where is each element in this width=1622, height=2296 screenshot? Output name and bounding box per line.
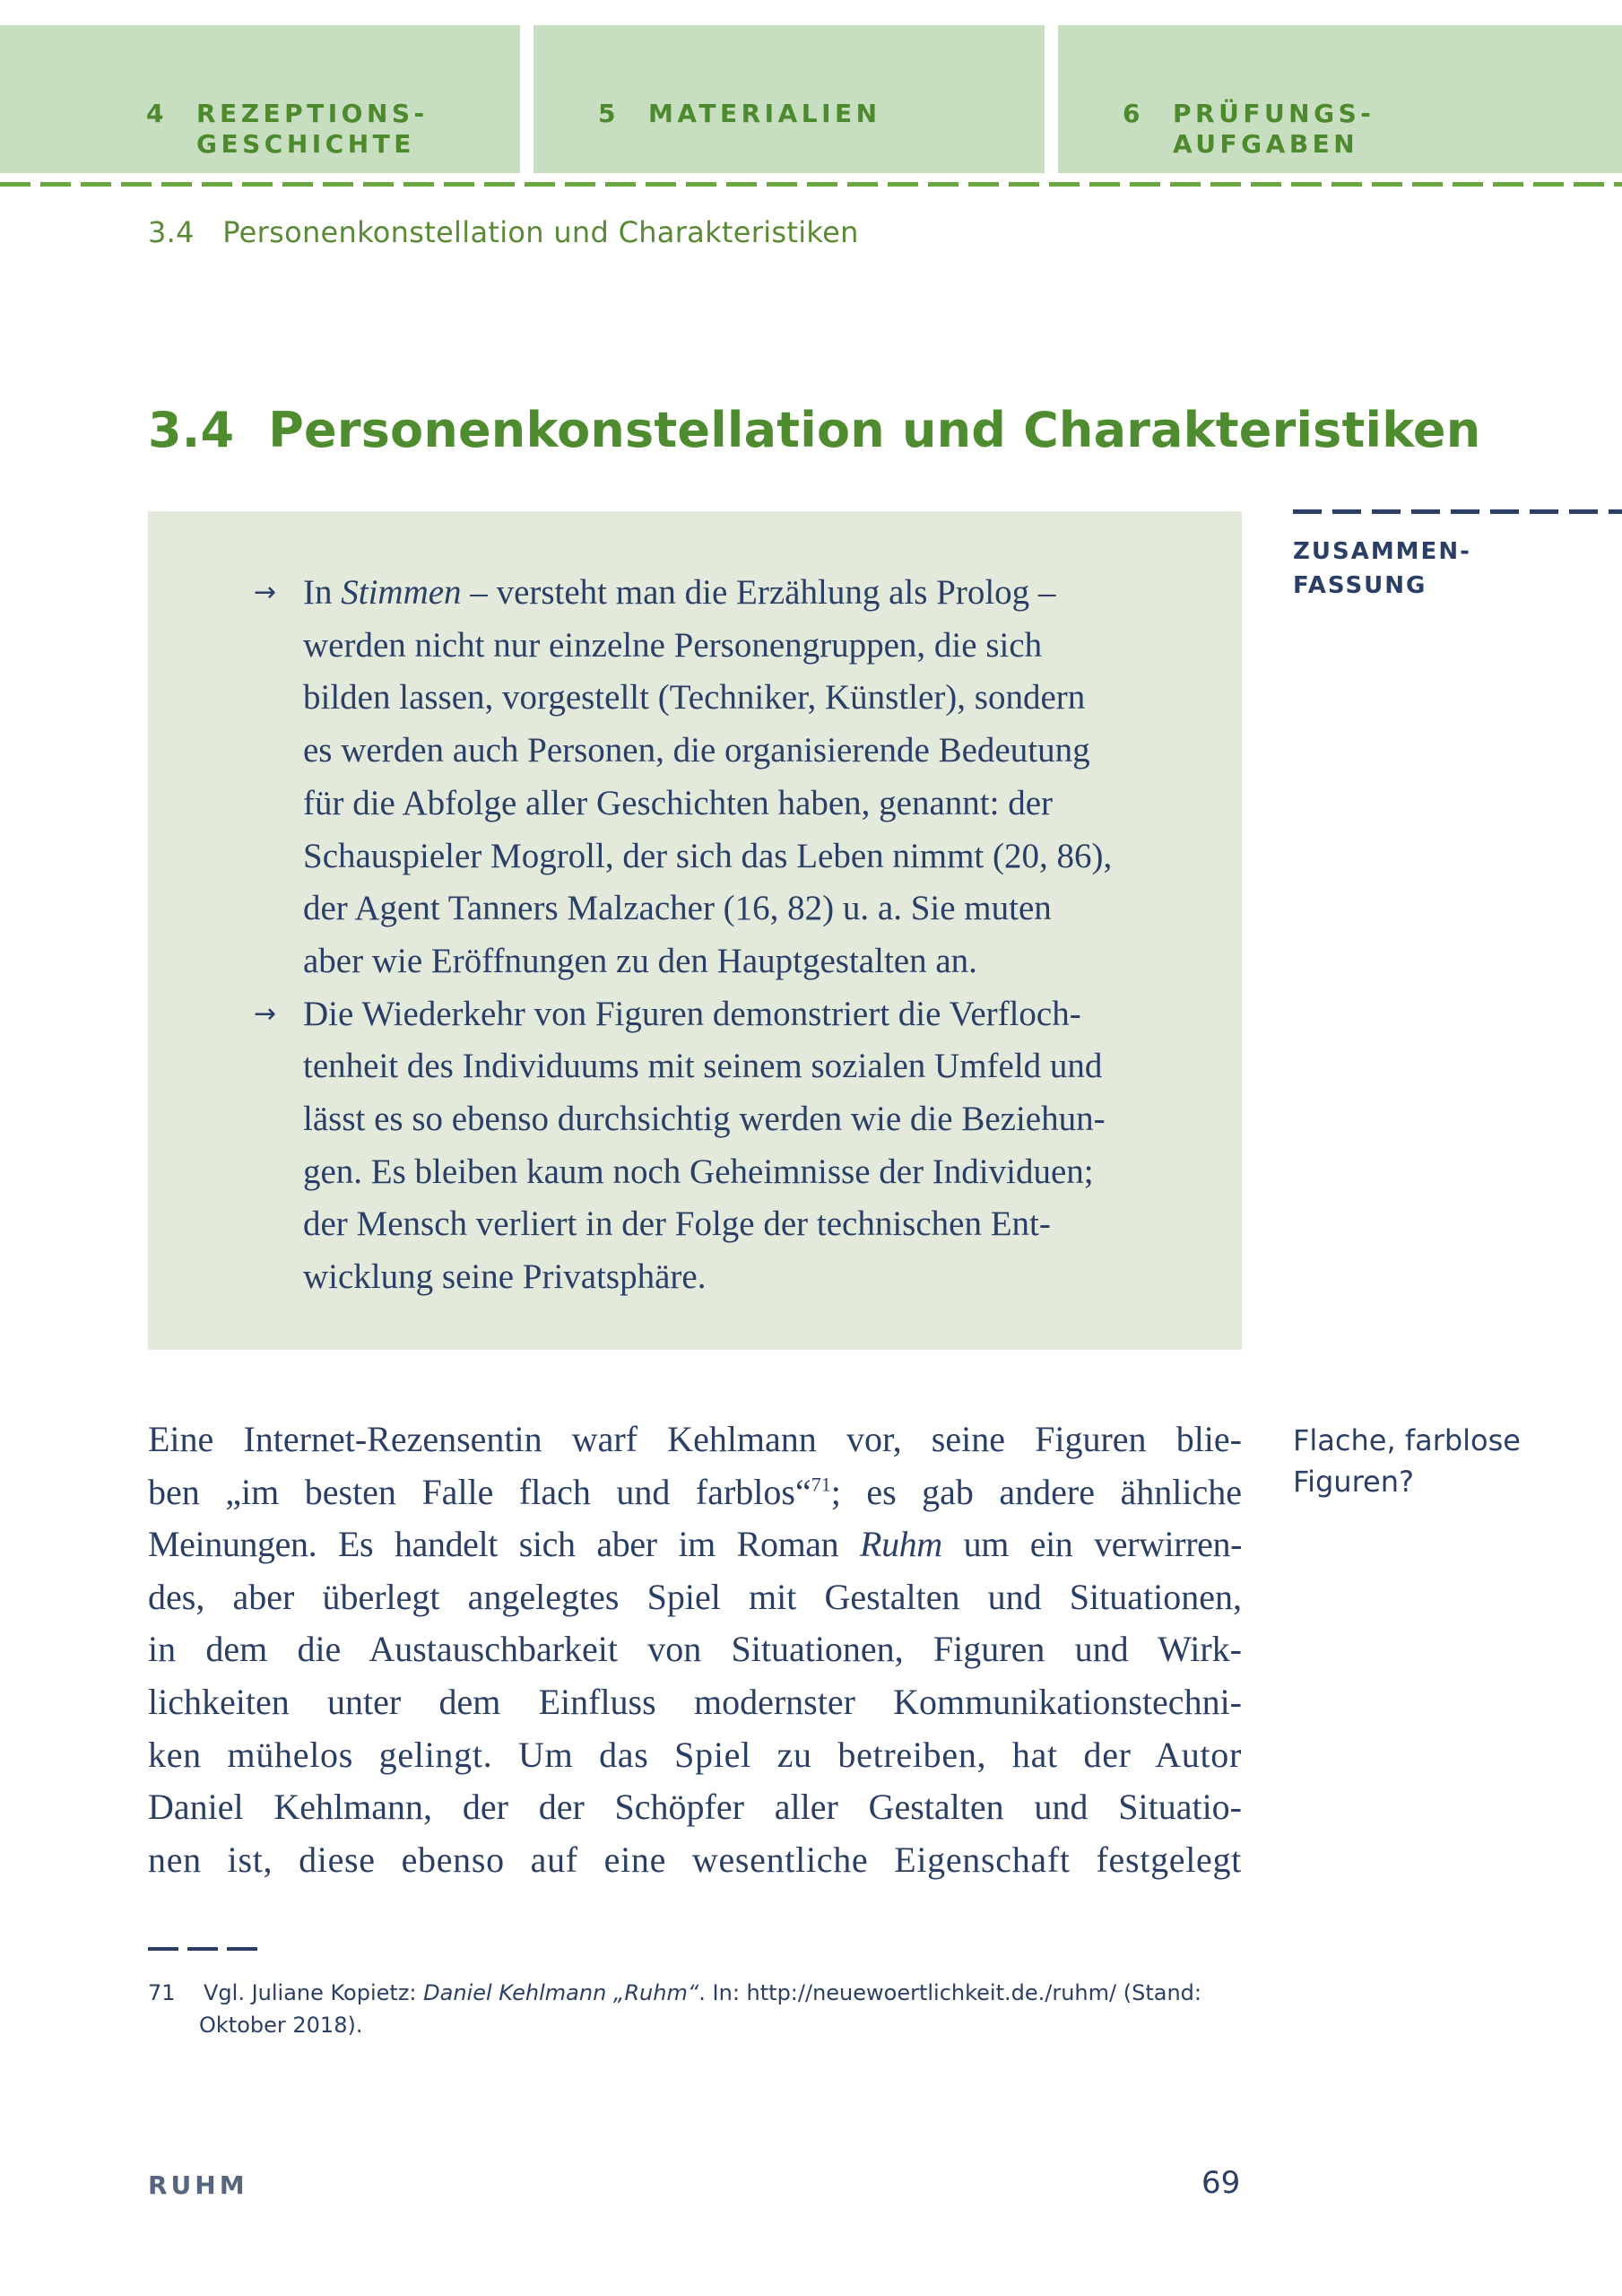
summary-bullet <box>202 988 1188 1304</box>
bullet-line: lässt es so ebenso durchsichtig werden wie die Beziehun- <box>303 1100 1106 1139</box>
body-line: lichkeiten unter dem Einfluss modernster Kommunikationstechni- <box>148 1681 1242 1722</box>
bullet-line: Die Wiederkehr von Figuren demonstriert die Verfloch- <box>303 994 1081 1033</box>
body-line: Meinungen. Es handelt sich aber im Roman Ruhm um ein verwirren- <box>148 1524 1242 1565</box>
bullet-line: aber wie Eröffnungen zu den Hauptgestalten an. <box>303 941 977 980</box>
bullet-line: der Mensch verliert in der Folge der technischen Ent- <box>303 1205 1051 1244</box>
page-number: 69 <box>1201 2165 1241 2201</box>
tab-number: 5 <box>598 99 620 128</box>
tab-number: 6 <box>1123 99 1144 128</box>
footnote <box>148 1977 1242 2041</box>
footnote-divider <box>148 1947 257 1951</box>
arrow-right-icon: → <box>254 997 277 1030</box>
footnote-line: 71 Vgl. Juliane Kopietz: Daniel Kehlmann „Ruhm“. In: http://neuewoertlichkeit.de./ruhm/ (Stand: <box>148 1977 1242 2009</box>
sidebar-label: ZUSAMMEN- FASSUNG <box>1293 538 1471 599</box>
body-line: in dem die Austauschbarkeit von Situationen, Figuren und Wirk- <box>148 1629 1242 1670</box>
summary-bullet <box>202 567 1188 988</box>
bullet-line: tenheit des Individuums mit seinem sozialen Umfeld und <box>303 1047 1103 1086</box>
sidebar-divider <box>1293 509 1622 514</box>
body-line: des, aber überlegt angelegtes Spiel mit Gestalten und Situationen, <box>148 1576 1242 1617</box>
bullet-line: gen. Es bleiben kaum noch Geheimnisse der Individuen; <box>303 1152 1094 1191</box>
bullet-line: In Stimmen – versteht man die Erzählung als Prolog – <box>303 573 1056 612</box>
footnote-line: Oktober 2018). <box>199 2013 363 2038</box>
bullet-line: Schauspieler Mogroll, der sich das Leben nimmt (20, 86), <box>303 836 1113 875</box>
footer-book-title: RUHM <box>148 2170 248 2200</box>
bullet-line: bilden lassen, vorgestellt (Techniker, Künstler), sondern <box>303 678 1086 718</box>
bullet-line: werden nicht nur einzelne Personengruppen, die sich <box>303 625 1043 665</box>
summary-box <box>148 511 1242 1350</box>
tab-materialien[interactable] <box>533 25 1045 173</box>
body-line: Daniel Kehlmann, der der Schöpfer aller Gestalten und Situatio- <box>148 1787 1242 1828</box>
footnote-reference[interactable]: 71 <box>811 1473 831 1496</box>
body-line: Eine Internet-Rezensentin warf Kehlmann vor, seine Figuren blie- <box>148 1419 1242 1459</box>
tab-label: REZEPTIONS- GESCHICHTE <box>196 99 429 159</box>
body-line: nen ist, diese ebenso auf eine wesentliche Eigenschaft festgelegt <box>148 1839 1242 1880</box>
bullet-line: es werden auch Personen, die organisierende Bedeutung <box>303 731 1090 770</box>
tab-number: 4 <box>146 99 168 128</box>
header-divider <box>0 182 1622 187</box>
tab-rezeptionsgeschichte[interactable] <box>0 25 520 173</box>
tab-pruefungsaufgaben[interactable] <box>1058 25 1622 173</box>
body-line: ben „im besten Falle flach und farblos“$^{71}$; es gab andere ähnliche <box>148 1471 1243 1512</box>
footnote-number: 71 <box>148 1980 176 2005</box>
body-line: ken mühelos gelingt. Um das Spiel zu betreiben, hat der Autor <box>148 1734 1242 1775</box>
body-paragraph <box>148 1413 1242 1886</box>
arrow-right-icon: → <box>254 577 277 608</box>
tab-label: PRÜFUNGS- AUFGABEN <box>1173 99 1375 159</box>
margin-note: Flache, farblose Figuren? <box>1293 1423 1521 1499</box>
tab-label: MATERIALIEN <box>648 99 881 128</box>
running-head: 3.4 Personenkonstellation und Charakteristiken <box>148 215 859 249</box>
bullet-line: wicklung seine Privatsphäre. <box>303 1257 707 1297</box>
bullet-line: für die Abfolge aller Geschichten haben, genannt: der <box>303 783 1054 822</box>
bullet-line: der Agent Tanners Malzacher (16, 82) u. a. Sie muten <box>303 889 1052 928</box>
page-title: 3.4 Personenkonstellation und Charakteristiken <box>148 402 1481 458</box>
